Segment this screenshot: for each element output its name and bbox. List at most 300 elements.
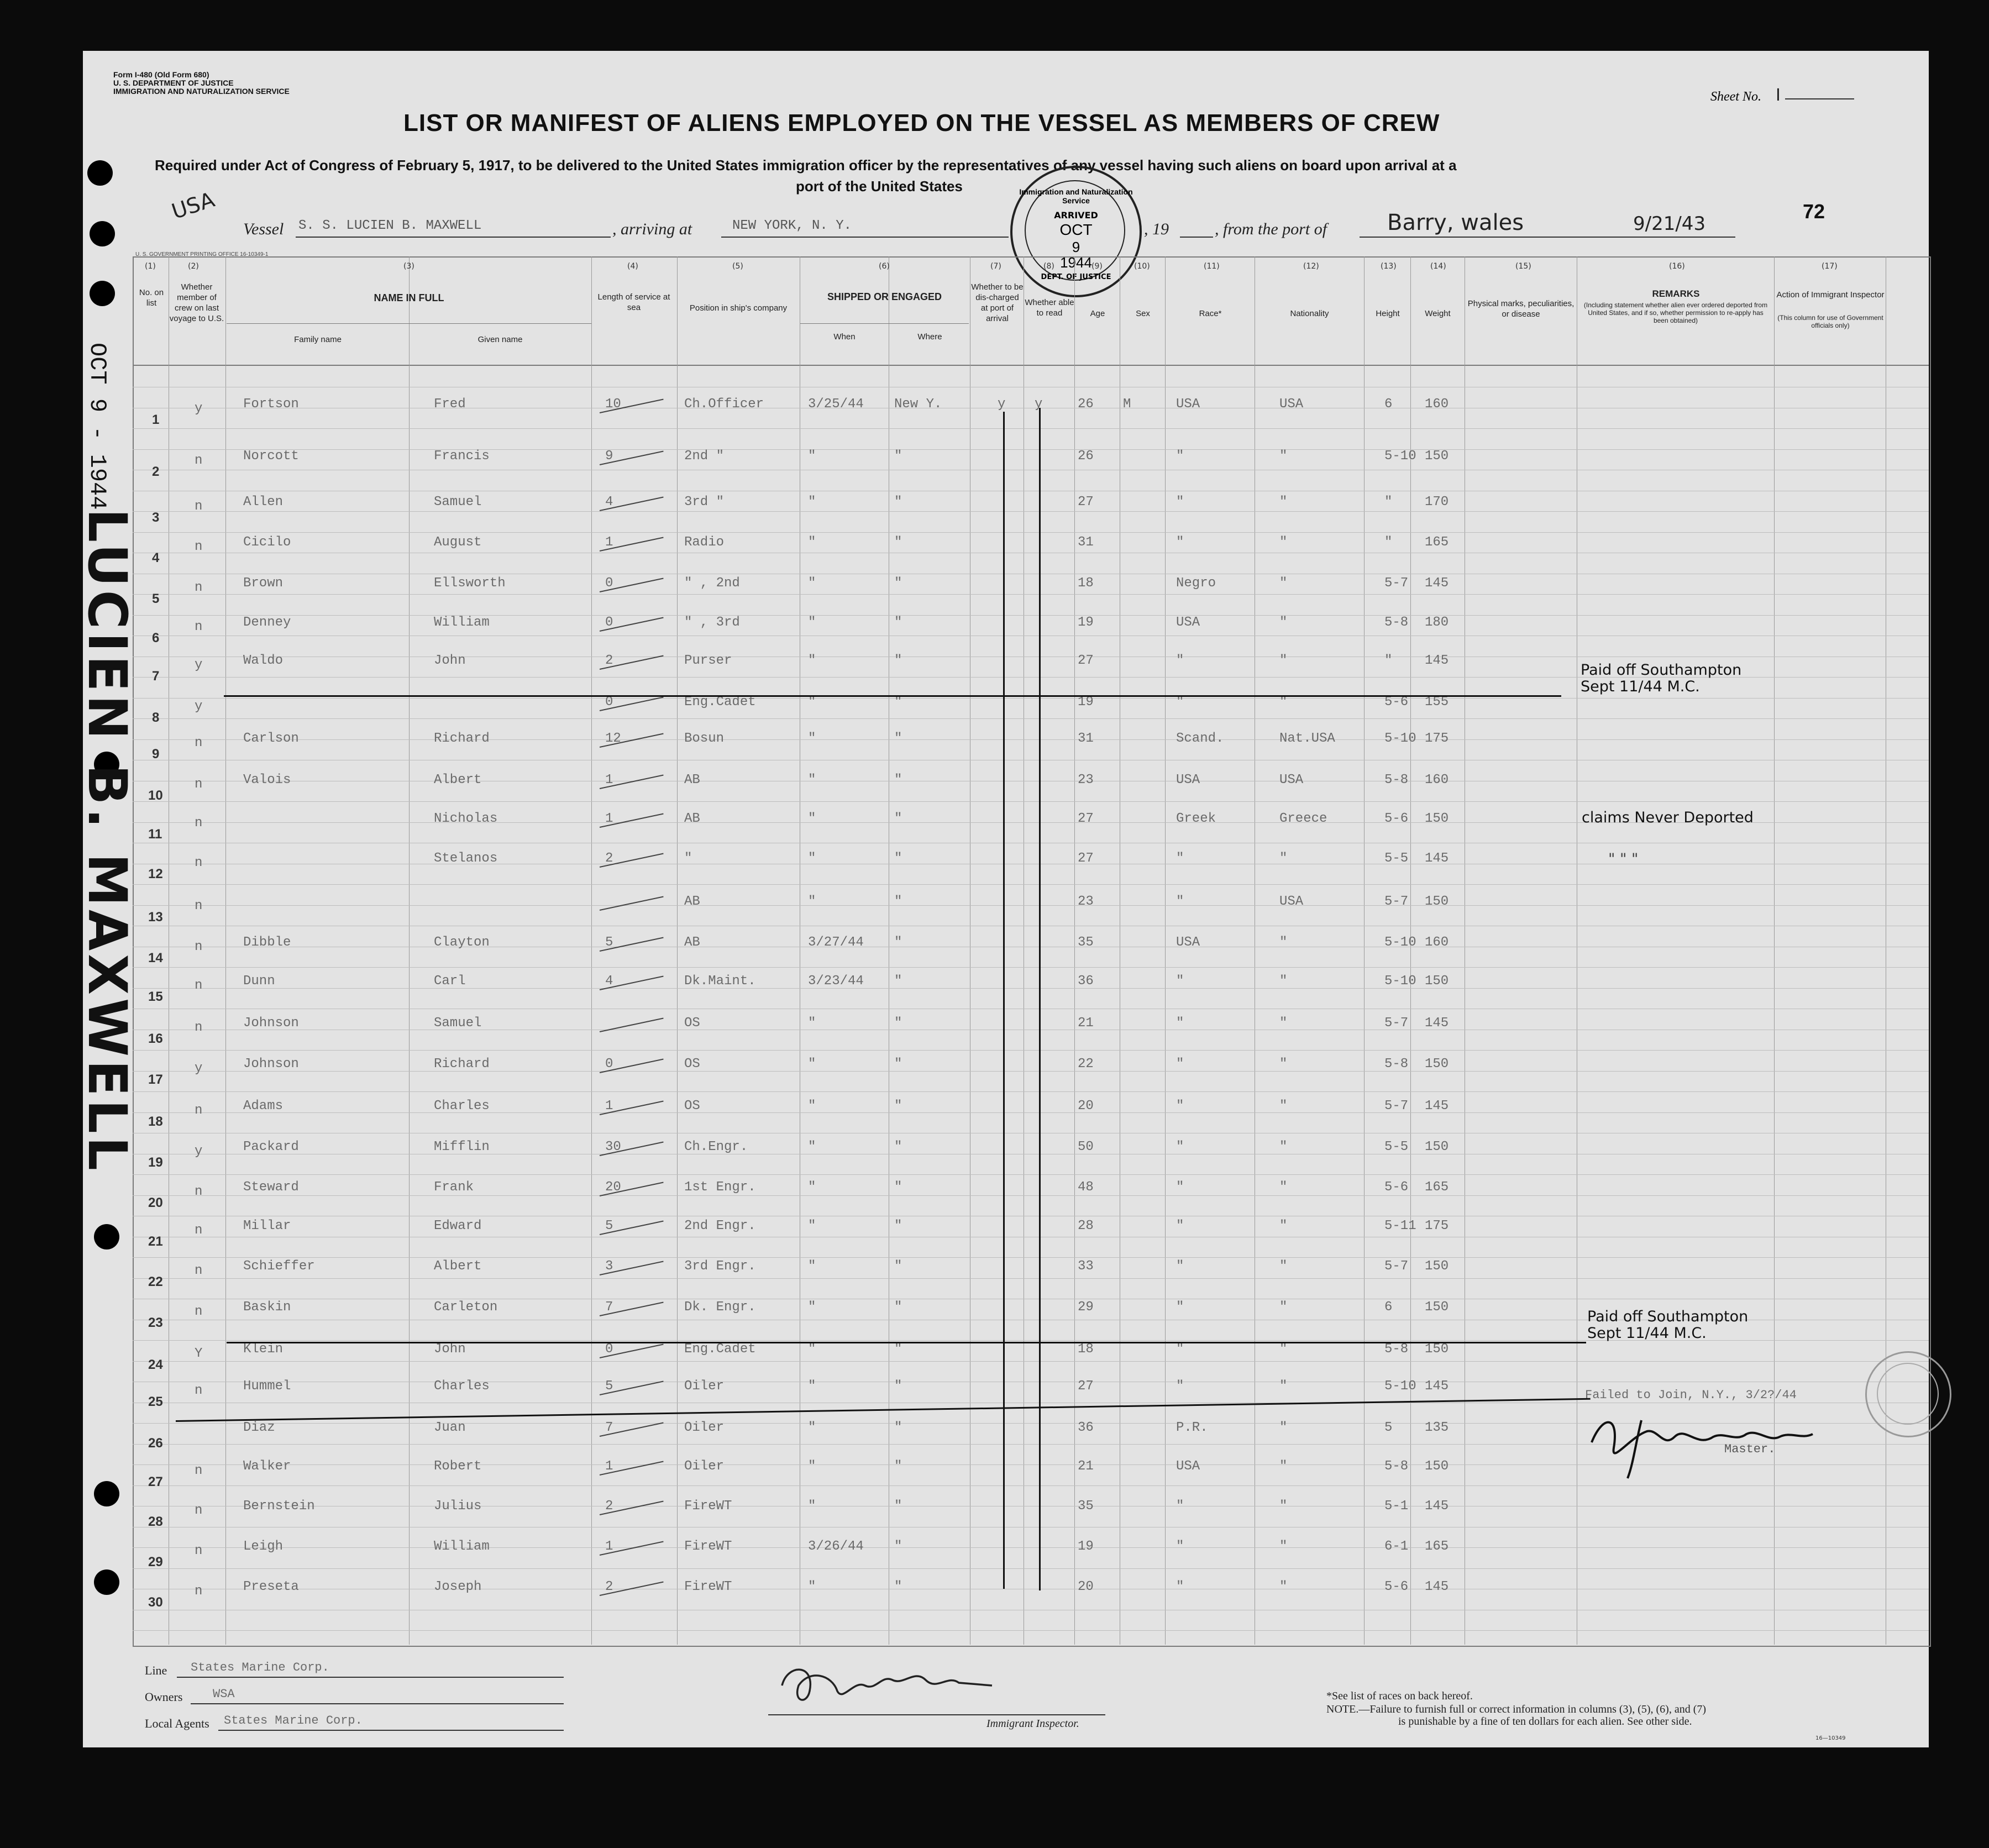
cell-weight: 165 xyxy=(1425,535,1449,550)
cell-family: Hummel xyxy=(243,1379,291,1394)
arriving-label: , arriving at xyxy=(612,220,692,238)
ruled-line xyxy=(133,1174,1929,1175)
column-number: (13) xyxy=(1381,262,1397,271)
header-when: When xyxy=(833,332,856,342)
cell-family: Klein xyxy=(243,1342,284,1357)
cell-position: Radio xyxy=(684,535,725,550)
cell-where: " xyxy=(894,1140,902,1154)
row-number: 29 xyxy=(148,1555,163,1569)
ruled-line xyxy=(133,532,1929,533)
cell-height: 5-5 xyxy=(1384,851,1409,866)
member-last-voyage: n xyxy=(195,939,203,954)
row-number: 21 xyxy=(148,1234,163,1249)
cell-where: " xyxy=(894,535,902,550)
cell-weight: 145 xyxy=(1425,1016,1449,1031)
cell-height: " xyxy=(1384,653,1393,668)
cell-family: Valois xyxy=(243,773,291,788)
column-rule xyxy=(409,256,410,1645)
member-last-voyage: Y xyxy=(195,1346,203,1361)
cell-position: " , 2nd xyxy=(684,576,740,591)
footer-line-label: Line xyxy=(145,1663,167,1677)
cell-given: Charles xyxy=(434,1099,490,1114)
cell-when: " xyxy=(808,1342,816,1357)
remark-row-12: " " " xyxy=(1608,851,1639,868)
member-last-voyage: n xyxy=(195,816,203,831)
row-number: 25 xyxy=(148,1394,163,1409)
cell-when: 3/25/44 xyxy=(808,397,864,412)
cell-weight: 145 xyxy=(1425,1499,1449,1514)
cell-when: " xyxy=(808,695,816,710)
cell-height: 5-1 xyxy=(1384,1499,1409,1514)
cell-given: Juan xyxy=(434,1420,466,1435)
cell-age: 26 xyxy=(1078,397,1094,412)
master-label: Master. xyxy=(1724,1442,1776,1456)
ruled-line xyxy=(133,1547,1929,1548)
footer-note-penalty-cont: is punishable by a fine of ten dollars for each alien. See other side. xyxy=(1398,1715,1692,1728)
cell-service: 7 xyxy=(605,1420,613,1435)
header-weight: Weight xyxy=(1425,309,1451,318)
cell-race: " xyxy=(1176,894,1184,909)
cell-given: Richard xyxy=(434,1057,490,1072)
cell-nat: " xyxy=(1279,1379,1288,1394)
cell-when: 3/23/44 xyxy=(808,974,864,989)
cell-nat: Greece xyxy=(1279,811,1327,826)
cell-when: " xyxy=(808,449,816,464)
cell-age: 48 xyxy=(1078,1180,1094,1195)
header-member: Whether member of crew on last voyage to U.S. xyxy=(169,282,224,323)
cell-family: Carlson xyxy=(243,731,299,746)
cell-where: " xyxy=(894,935,902,950)
cell-age: 21 xyxy=(1078,1016,1094,1031)
remark-row-26: Failed to Join, N.Y., 3/2?/44 xyxy=(1585,1388,1797,1402)
cell-age: 21 xyxy=(1078,1459,1094,1474)
cell-position: 2nd " xyxy=(684,449,725,464)
cell-read: y xyxy=(1035,397,1043,412)
cell-height: 5-10 xyxy=(1384,935,1416,950)
header-discharged: Whether to be dis-charged at port of arrival xyxy=(971,282,1024,323)
cell-height: 5-8 xyxy=(1384,1342,1409,1357)
member-last-voyage: n xyxy=(195,855,203,870)
ruled-line xyxy=(133,1630,1929,1631)
cell-position: Bosun xyxy=(684,731,725,746)
row-number: 8 xyxy=(152,710,160,725)
cell-when: " xyxy=(808,1300,816,1315)
cell-where: " xyxy=(894,1180,902,1195)
cell-height: " xyxy=(1384,535,1393,550)
row-number: 20 xyxy=(148,1195,163,1210)
row-number: 15 xyxy=(148,989,163,1004)
column-number: (11) xyxy=(1204,262,1220,271)
member-last-voyage: n xyxy=(195,499,203,514)
cell-race: " xyxy=(1176,1259,1184,1274)
member-last-voyage: n xyxy=(195,1584,203,1599)
cell-position: OS xyxy=(684,1057,700,1072)
subtitle: Required under Act of Congress of February 5, 1917, to be delivered to the United States immigration officer by the representatives of any vessel having such aliens on board upon arrival at a xyxy=(155,157,1457,174)
ditto-line-discharged xyxy=(1003,412,1005,1589)
cell-weight: 175 xyxy=(1425,731,1449,746)
member-last-voyage: n xyxy=(195,1223,203,1238)
header-nationality: Nationality xyxy=(1290,309,1329,318)
cell-position: AB xyxy=(684,894,700,909)
cell-when: " xyxy=(808,731,816,746)
ruled-line xyxy=(133,1091,1929,1092)
cell-service: 3 xyxy=(605,1259,613,1274)
cell-family: Schieffer xyxy=(243,1259,315,1274)
member-last-voyage: n xyxy=(195,1263,203,1278)
cell-weight: 150 xyxy=(1425,894,1449,909)
ruled-line xyxy=(133,967,1929,968)
cell-nat: " xyxy=(1279,535,1288,550)
cell-family: Steward xyxy=(243,1180,299,1195)
ruled-line xyxy=(133,884,1929,885)
cell-position: " xyxy=(684,851,692,866)
cell-family: Dibble xyxy=(243,935,291,950)
column-rule xyxy=(591,256,592,1645)
cell-when: " xyxy=(808,1099,816,1114)
row-number: 10 xyxy=(148,788,163,803)
cell-position: OS xyxy=(684,1016,700,1031)
cell-position: 2nd Engr. xyxy=(684,1219,756,1233)
member-last-voyage: n xyxy=(195,1383,203,1398)
cell-position: Dk. Engr. xyxy=(684,1300,756,1315)
cell-race: " xyxy=(1176,1379,1184,1394)
cell-where: " xyxy=(894,974,902,989)
vessel-label: Vessel xyxy=(243,220,284,238)
cell-nat: " xyxy=(1279,495,1288,510)
cell-given: Francis xyxy=(434,449,490,464)
row-number: 1 xyxy=(152,412,160,427)
cell-weight: 145 xyxy=(1425,1099,1449,1114)
cell-age: 19 xyxy=(1078,695,1094,710)
cell-age: 35 xyxy=(1078,935,1094,950)
cell-given: Ellsworth xyxy=(434,576,506,591)
cell-nat: " xyxy=(1279,1342,1288,1357)
cell-service: 4 xyxy=(605,495,613,510)
cell-age: 18 xyxy=(1078,576,1094,591)
member-last-voyage: n xyxy=(195,453,203,468)
column-rule xyxy=(1410,256,1411,1645)
member-last-voyage: n xyxy=(195,580,203,595)
ruled-line xyxy=(133,449,1929,450)
row-number: 26 xyxy=(148,1436,163,1451)
header-where: Where xyxy=(917,332,942,342)
cell-height: 5-6 xyxy=(1384,811,1409,826)
cell-nat: USA xyxy=(1279,397,1304,412)
cell-weight: 160 xyxy=(1425,935,1449,950)
cell-age: 29 xyxy=(1078,1300,1094,1315)
strike-row-8 xyxy=(224,695,1561,697)
inspector-signature xyxy=(771,1652,1003,1719)
cell-nat: " xyxy=(1279,615,1288,630)
cell-race: " xyxy=(1176,974,1184,989)
cell-nat: USA xyxy=(1279,773,1304,788)
cell-weight: 150 xyxy=(1425,449,1449,464)
cell-height: 5-6 xyxy=(1384,1579,1409,1594)
member-last-voyage: n xyxy=(195,1503,203,1518)
cell-race: " xyxy=(1176,695,1184,710)
column-number: (5) xyxy=(732,262,743,271)
cell-race: USA xyxy=(1176,615,1200,630)
binder-hole xyxy=(94,1224,119,1250)
ruled-line xyxy=(133,594,1929,595)
cell-when: " xyxy=(808,653,816,668)
row-number: 2 xyxy=(152,464,160,479)
cell-weight: 175 xyxy=(1425,1219,1449,1233)
cell-weight: 170 xyxy=(1425,495,1449,510)
cell-service: 10 xyxy=(605,397,621,412)
cell-where: " xyxy=(894,1420,902,1435)
header-sex: Sex xyxy=(1136,309,1150,318)
row-number: 14 xyxy=(148,951,163,965)
cell-position: Oiler xyxy=(684,1459,725,1474)
header-length-service: Length of service at sea xyxy=(597,292,670,312)
cell-where: " xyxy=(894,1342,902,1357)
cell-weight: 150 xyxy=(1425,1057,1449,1072)
cell-nat: " xyxy=(1279,1016,1288,1031)
ruled-line xyxy=(133,718,1929,719)
cell-age: 27 xyxy=(1078,653,1094,668)
header-given-name: Given name xyxy=(477,335,523,344)
cell-where: " xyxy=(894,576,902,591)
cell-weight: 160 xyxy=(1425,773,1449,788)
subtitle-cont: port of the United States xyxy=(796,178,963,195)
cell-position: 1st Engr. xyxy=(684,1180,756,1195)
cell-family: Walker xyxy=(243,1459,291,1474)
cell-position: FireWT xyxy=(684,1539,732,1554)
member-last-voyage: y xyxy=(195,1144,203,1159)
member-last-voyage: n xyxy=(195,1184,203,1199)
form-id: Form I-480 (Old Form 680) U. S. DEPARTMENT OF JUSTICE IMMIGRATION AND NATURALIZATION SERVICE xyxy=(113,70,290,96)
cell-height: 5-10 xyxy=(1384,1379,1416,1394)
header-family-name: Family name xyxy=(294,335,342,344)
cell-given: Fred xyxy=(434,397,466,412)
cell-when: " xyxy=(808,535,816,550)
cell-age: 20 xyxy=(1078,1579,1094,1594)
cell-nat: " xyxy=(1279,1499,1288,1514)
remark-row-24: Paid off Southampton Sept 11/44 M.C. xyxy=(1587,1308,1749,1342)
cell-nat: " xyxy=(1279,576,1288,591)
cell-service: 1 xyxy=(605,535,613,550)
cell-family: Packard xyxy=(243,1140,299,1154)
ruled-line xyxy=(133,1257,1929,1258)
header-position: Position in ship's company xyxy=(689,303,788,313)
cell-weight: 145 xyxy=(1425,1379,1449,1394)
page-title: LIST OR MANIFEST OF ALIENS EMPLOYED ON THE VESSEL AS MEMBERS OF CREW xyxy=(403,109,1440,136)
cell-nat: Nat.USA xyxy=(1279,731,1335,746)
ruled-line xyxy=(133,511,1929,512)
cell-given: Samuel xyxy=(434,495,482,510)
row-number: 16 xyxy=(148,1031,163,1046)
cell-when: " xyxy=(808,1180,816,1195)
member-last-voyage: n xyxy=(195,539,203,554)
cell-age: 50 xyxy=(1078,1140,1094,1154)
cell-where: " xyxy=(894,1579,902,1594)
row-number: 7 xyxy=(152,669,160,684)
cell-service: 2 xyxy=(605,851,613,866)
cell-position: FireWT xyxy=(684,1499,732,1514)
strike-row-24 xyxy=(227,1342,1586,1343)
cell-given: Mifflin xyxy=(434,1140,490,1154)
row-number: 24 xyxy=(148,1357,163,1372)
cell-race: " xyxy=(1176,1099,1184,1114)
cell-service: 1 xyxy=(605,1459,613,1474)
cell-position: Eng.Cadet xyxy=(684,1342,756,1357)
cell-where: " xyxy=(894,811,902,826)
cell-nat: " xyxy=(1279,1180,1288,1195)
column-number: (3) xyxy=(403,262,414,271)
cell-age: 27 xyxy=(1078,811,1094,826)
member-last-voyage: y xyxy=(195,699,203,714)
cell-when: " xyxy=(808,1379,816,1394)
cell-where: " xyxy=(894,1300,902,1315)
cell-when: " xyxy=(808,851,816,866)
consular-seal xyxy=(1865,1351,1951,1437)
cell-given: Albert xyxy=(434,773,482,788)
cell-weight: 145 xyxy=(1425,653,1449,668)
cell-family: Norcott xyxy=(243,449,299,464)
cell-service: 12 xyxy=(605,731,621,746)
cell-position: FireWT xyxy=(684,1579,732,1594)
cell-nat: " xyxy=(1279,1057,1288,1072)
cell-race: P.R. xyxy=(1176,1420,1208,1435)
usa-annotation: USA xyxy=(169,187,218,224)
cell-family: Adams xyxy=(243,1099,284,1114)
cell-family: Baskin xyxy=(243,1300,291,1315)
cell-race: Negro xyxy=(1176,576,1216,591)
cell-family: Diaz xyxy=(243,1420,275,1435)
cell-race: " xyxy=(1176,1016,1184,1031)
cell-height: 5-7 xyxy=(1384,1099,1409,1114)
cell-race: " xyxy=(1176,1180,1184,1195)
cell-age: 27 xyxy=(1078,495,1094,510)
cell-position: 3rd Engr. xyxy=(684,1259,756,1274)
cell-race: Greek xyxy=(1176,811,1216,826)
cell-race: " xyxy=(1176,1342,1184,1357)
cell-service: 1 xyxy=(605,1099,613,1114)
cell-weight: 150 xyxy=(1425,1300,1449,1315)
row-number: 23 xyxy=(148,1315,163,1330)
cell-age: 36 xyxy=(1078,974,1094,989)
cell-weight: 145 xyxy=(1425,851,1449,866)
cell-service: 0 xyxy=(605,695,613,710)
cell-where: New Y. xyxy=(894,397,942,412)
header-able-read: Whether able to read xyxy=(1025,298,1074,318)
footer-owners-label: Owners xyxy=(145,1690,183,1704)
cell-family: Denney xyxy=(243,615,291,630)
cell-height: 5-7 xyxy=(1384,894,1409,909)
column-number: (10) xyxy=(1134,262,1150,271)
member-last-voyage: n xyxy=(195,620,203,634)
cell-where: " xyxy=(894,653,902,668)
cell-weight: 150 xyxy=(1425,1342,1449,1357)
row-number: 4 xyxy=(152,550,160,565)
cell-nat: " xyxy=(1279,1539,1288,1554)
cell-nat: " xyxy=(1279,1140,1288,1154)
cell-when: " xyxy=(808,576,816,591)
cell-family: Cicilo xyxy=(243,535,291,550)
column-number: (15) xyxy=(1515,262,1531,271)
ruled-line xyxy=(133,615,1929,616)
column-number: (1) xyxy=(145,262,156,271)
row-number: 19 xyxy=(148,1155,163,1170)
cell-service: 0 xyxy=(605,615,613,630)
cell-given: Richard xyxy=(434,731,490,746)
column-number: (16) xyxy=(1669,262,1685,271)
header-physical-marks: Physical marks, peculiarities, or disease xyxy=(1467,299,1575,319)
cell-service: 20 xyxy=(605,1180,621,1195)
cell-weight: 150 xyxy=(1425,1140,1449,1154)
cell-service: 1 xyxy=(605,773,613,788)
ruled-line xyxy=(133,1071,1929,1072)
member-last-voyage: n xyxy=(195,1020,203,1035)
cell-height: 5-8 xyxy=(1384,1459,1409,1474)
cell-position: Eng.Cadet xyxy=(684,695,756,710)
cell-where: " xyxy=(894,731,902,746)
cell-race: USA xyxy=(1176,773,1200,788)
cell-given: Joseph xyxy=(434,1579,482,1594)
from-port: Barry, wales xyxy=(1387,210,1524,235)
cell-position: " , 3rd xyxy=(684,615,740,630)
header-name-in-full: NAME IN FULL xyxy=(374,292,444,303)
header-action: Action of Immigrant Inspector xyxy=(1776,290,1885,300)
cell-where: " xyxy=(894,449,902,464)
cell-nat: " xyxy=(1279,974,1288,989)
footer-line-value: States Marine Corp. xyxy=(191,1661,329,1674)
ruled-line xyxy=(133,1195,1929,1196)
cell-family: Waldo xyxy=(243,653,284,668)
footer-agents-label: Local Agents xyxy=(145,1716,209,1730)
cell-age: 28 xyxy=(1078,1219,1094,1233)
cell-given: Samuel xyxy=(434,1016,482,1031)
cell-race: " xyxy=(1176,851,1184,866)
member-last-voyage: n xyxy=(195,736,203,750)
cell-weight: 155 xyxy=(1425,695,1449,710)
ruled-line xyxy=(133,1050,1929,1051)
cell-age: 19 xyxy=(1078,615,1094,630)
cell-age: 26 xyxy=(1078,449,1094,464)
cell-height: 5-10 xyxy=(1384,974,1416,989)
footer-owners-value: WSA xyxy=(213,1687,235,1701)
cell-where: " xyxy=(894,1379,902,1394)
cell-age: 23 xyxy=(1078,894,1094,909)
cell-where: " xyxy=(894,1499,902,1514)
cell-nat: " xyxy=(1279,449,1288,464)
cell-nat: " xyxy=(1279,695,1288,710)
header-action-note: (This column for use of Government officials only) xyxy=(1777,314,1883,329)
cell-race: " xyxy=(1176,495,1184,510)
cell-service: 7 xyxy=(605,1300,613,1315)
member-last-voyage: y xyxy=(195,401,203,416)
cell-race: " xyxy=(1176,1140,1184,1154)
cell-height: 5-8 xyxy=(1384,615,1409,630)
sheet-number: Sheet No. I xyxy=(1710,86,1781,105)
ruled-line xyxy=(133,698,1929,699)
cell-weight: 165 xyxy=(1425,1180,1449,1195)
page-number: 72 xyxy=(1803,200,1825,223)
vessel-name: S. S. LUCIEN B. MAXWELL xyxy=(298,218,482,233)
header-divider xyxy=(133,365,1929,366)
cell-when: " xyxy=(808,1579,816,1594)
cell-given: Frank xyxy=(434,1180,474,1195)
member-last-voyage: n xyxy=(195,1103,203,1118)
cell-weight: 135 xyxy=(1425,1420,1449,1435)
cell-race: " xyxy=(1176,449,1184,464)
cell-family: Fortson xyxy=(243,397,299,412)
cell-age: 36 xyxy=(1078,1420,1094,1435)
cell-position: Dk.Maint. xyxy=(684,974,756,989)
cell-age: 27 xyxy=(1078,851,1094,866)
year-label: , 19 xyxy=(1144,220,1169,238)
